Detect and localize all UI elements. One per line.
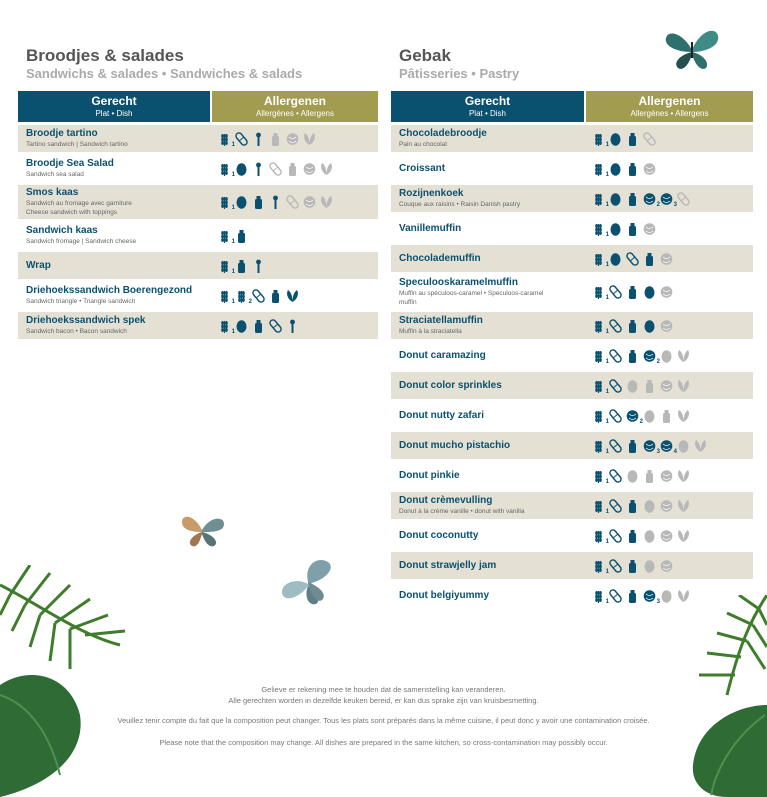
wheat-icon <box>592 222 609 238</box>
peanut-icon <box>609 409 622 423</box>
dish-description: Sandwich triangle • Triangle sandwich <box>26 298 136 305</box>
dish-name: Speculooskaramelmuffin <box>399 277 518 288</box>
dish-description: Donut à la crème vanille • donut with vanilla <box>399 508 525 515</box>
dish-name: Broodje tartino <box>26 128 98 139</box>
nut-icon <box>660 285 673 299</box>
allergen-icons <box>586 132 656 146</box>
footer-note-fr: Veuillez tenir compte du fait que la composition peut changer. Tous les plats sont préparés dans la même cuisine, il peut donc y avoir une contamination croisée. <box>117 716 650 725</box>
wheat-icon <box>218 289 235 305</box>
dish-cell <box>18 285 212 306</box>
allergen-subscript: 4 <box>673 448 677 455</box>
leaf-icon <box>677 469 690 483</box>
dish-name: Wrap <box>26 259 51 271</box>
peanut-icon <box>609 529 622 543</box>
milk-bottle-icon <box>626 222 639 236</box>
dish-cell <box>391 350 586 362</box>
allergen-subscript: 1 <box>231 205 235 211</box>
dish-name: Driehoekssandwich spek <box>26 315 146 326</box>
table-header <box>391 91 753 122</box>
footer-nl-line-2: Alle gerechten worden in dezelfde keuken bereid, er kan dus sprake zijn van kruisbesmetting. <box>228 696 539 705</box>
allergen-icons <box>586 349 690 363</box>
milk-bottle-icon <box>626 559 639 573</box>
section-subtitle: Pâtisseries • Pastry <box>399 66 520 81</box>
butterfly-icon <box>664 28 720 72</box>
footer-nl-line-1: Gelieve er rekening mee te houden dat de samenstelling kan veranderen. <box>261 685 506 694</box>
wheat-icon <box>592 349 609 365</box>
dish-cell <box>18 260 212 272</box>
wheat-icon <box>218 162 235 178</box>
wheat-icon <box>235 289 252 305</box>
dish-name: Driehoekssandwich Boerengezond <box>26 285 193 296</box>
dish-description: Sandwich bacon • Bacon sandwich <box>26 328 127 335</box>
allergen-icons <box>586 529 690 543</box>
dish-name: Broodje Sea Salad <box>26 158 114 169</box>
nut-icon <box>660 469 673 483</box>
wheat-icon <box>592 409 609 425</box>
footer-note-en: Please note that the composition may change. All dishes are prepared in the same kitchen, so cross-contamination may possibly occur. <box>159 738 608 747</box>
milk-bottle-icon <box>626 162 639 176</box>
peanut-icon <box>626 252 639 266</box>
allergen-subscript: 1 <box>605 538 609 545</box>
dish-description: Tartino sandwich | Sandwich tartino <box>26 141 128 148</box>
dish-header-label: Gerecht <box>464 94 511 108</box>
menu-row <box>391 462 753 489</box>
egg-icon <box>235 195 248 209</box>
wheat-icon <box>218 132 235 148</box>
dish-column-header <box>391 91 584 122</box>
dish-cell <box>391 590 586 602</box>
dish-cell <box>391 163 586 175</box>
milk-bottle-icon <box>626 349 639 363</box>
allergen-subscript: 1 <box>605 448 609 455</box>
wheat-icon <box>592 469 609 485</box>
allergen-icons <box>212 289 299 303</box>
dish-cell <box>391 253 586 265</box>
allergen-subscript: 1 <box>605 231 609 238</box>
menu-row <box>18 312 378 339</box>
wheat-icon <box>592 319 609 335</box>
wheat-icon <box>592 379 609 395</box>
menu-row <box>391 215 753 242</box>
dish-name: Chocoladebroodje <box>399 128 487 139</box>
dish-name: Donut caramazing <box>399 349 486 361</box>
egg-icon <box>660 589 673 603</box>
menu-row <box>391 552 753 579</box>
nut-icon <box>660 499 673 513</box>
allergen-subscript: 1 <box>231 238 235 245</box>
nut-icon <box>643 192 660 208</box>
dish-description: Pain au chocolat <box>399 141 448 148</box>
menu-row <box>391 372 753 399</box>
menu-row <box>391 245 753 272</box>
dish-name: Rozijnenkoek <box>399 188 464 199</box>
allergen-icons <box>212 132 316 146</box>
leaf-icon <box>303 132 316 146</box>
mustard-icon <box>269 195 282 209</box>
milk-bottle-icon <box>286 162 299 176</box>
milk-bottle-icon <box>252 319 265 333</box>
dish-name: Donut belgiyummy <box>399 589 490 601</box>
allergen-icons <box>586 469 690 483</box>
milk-bottle-icon <box>626 285 639 299</box>
milk-bottle-icon <box>252 195 265 209</box>
dish-cell <box>391 410 586 422</box>
dish-name: Straciatellamuffin <box>399 315 483 326</box>
wheat-icon <box>592 529 609 545</box>
egg-icon <box>643 499 656 513</box>
dish-cell <box>391 560 586 572</box>
dish-name: Donut color sprinkles <box>399 379 502 391</box>
leaf-icon <box>677 349 690 363</box>
dish-name: Vanillemuffin <box>399 222 462 234</box>
menu-row <box>18 185 378 219</box>
egg-icon <box>235 319 248 333</box>
milk-bottle-icon <box>643 379 656 393</box>
nut-icon <box>660 529 673 543</box>
milk-bottle-icon <box>235 259 248 273</box>
dish-name: Sandwich kaas <box>26 225 98 236</box>
milk-bottle-icon <box>626 132 639 146</box>
dish-description: Couque aux raisins • Raisin Danish pastry <box>399 201 521 208</box>
dish-description: Sandwich fromage | Sandwich cheese <box>26 238 137 245</box>
allergen-icons <box>586 559 673 573</box>
nut-icon <box>660 319 673 333</box>
peanut-icon <box>609 349 622 363</box>
dish-description: Sandwich sea salad <box>26 171 84 178</box>
allergen-icons <box>586 379 690 393</box>
nut-icon <box>643 162 656 176</box>
dish-cell <box>391 530 586 542</box>
allergen-subscript: 1 <box>605 328 609 335</box>
milk-bottle-icon <box>643 469 656 483</box>
section-title: Gebak <box>399 46 451 65</box>
footer-note-nl <box>0 684 767 706</box>
allergen-subscript: 1 <box>605 598 609 605</box>
allergen-subscript: 2 <box>639 418 643 425</box>
peanut-icon <box>609 439 622 453</box>
allergen-icons <box>586 222 656 236</box>
dish-name: Donut coconutty <box>399 529 479 541</box>
wheat-icon <box>592 192 609 208</box>
dish-name: Donut nutty zafari <box>399 409 484 421</box>
butterfly-icon <box>278 558 336 608</box>
menu-rows <box>391 125 753 609</box>
allergen-icons <box>212 162 333 176</box>
dish-column-header <box>18 91 210 122</box>
allergen-subscript: 1 <box>231 171 235 178</box>
egg-icon <box>609 162 622 176</box>
allergen-subscript: 1 <box>605 568 609 575</box>
nut-icon <box>286 132 299 146</box>
dish-cell <box>391 495 586 516</box>
allergen-icons <box>212 319 299 333</box>
dish-cell <box>391 315 586 336</box>
allergen-icons <box>586 252 673 266</box>
egg-icon <box>660 349 673 363</box>
section-title: Broodjes & salades <box>26 46 184 65</box>
leaf-icon <box>677 499 690 513</box>
milk-bottle-icon <box>269 289 282 303</box>
nut-icon <box>303 162 316 176</box>
nut-icon <box>660 559 673 573</box>
wheat-icon <box>592 132 609 148</box>
egg-icon <box>643 285 656 299</box>
wheat-icon <box>218 319 235 335</box>
wheat-icon <box>218 229 235 245</box>
nut-icon <box>643 589 660 605</box>
allergen-subscript: 1 <box>605 478 609 485</box>
wheat-icon <box>592 162 609 178</box>
allergen-subscript: 1 <box>231 328 235 335</box>
allergen-icons <box>212 259 265 273</box>
allergen-subscript: 1 <box>605 171 609 178</box>
allergen-header-sub: Allergènes • Allergens <box>256 109 334 118</box>
peanut-icon <box>609 379 622 393</box>
leaf-icon <box>694 439 707 453</box>
peanut-icon <box>269 319 282 333</box>
wheat-icon <box>592 499 609 515</box>
allergen-icons <box>586 319 673 333</box>
nut-icon <box>660 439 677 455</box>
table-header <box>18 91 378 122</box>
menu-row <box>391 402 753 429</box>
menu-row <box>18 125 378 152</box>
egg-icon <box>609 192 622 206</box>
menu-rows <box>18 125 378 339</box>
menu-row <box>18 282 378 309</box>
dish-cell <box>391 277 586 307</box>
mustard-icon <box>286 319 299 333</box>
wheat-icon <box>592 559 609 575</box>
allergen-icons <box>586 285 673 299</box>
dish-description: Muffin au spéculoos-caramel • Speculoos-caramel <box>399 290 544 297</box>
dish-cell <box>18 225 212 246</box>
leaf-icon <box>677 379 690 393</box>
allergen-header-sub: Allergènes • Allergens <box>630 109 709 118</box>
allergen-icons <box>586 589 690 603</box>
allergen-icons <box>212 229 248 243</box>
milk-bottle-icon <box>269 132 282 146</box>
allergen-subscript: 1 <box>605 201 609 208</box>
peanut-icon <box>269 162 282 176</box>
egg-icon <box>609 132 622 146</box>
dish-header-label: Gerecht <box>91 94 137 108</box>
wheat-icon <box>592 252 609 268</box>
menu-row <box>391 312 753 339</box>
milk-bottle-icon <box>660 409 673 423</box>
dish-description: muffin <box>399 299 417 306</box>
allergen-subscript: 1 <box>605 295 609 301</box>
egg-icon <box>643 319 656 333</box>
peanut-icon <box>609 589 622 603</box>
menu-row <box>18 222 378 249</box>
dish-name: Croissant <box>399 162 446 174</box>
milk-bottle-icon <box>626 439 639 453</box>
peanut-icon <box>609 469 622 483</box>
butterfly-icon <box>180 512 226 550</box>
dish-name: Donut crèmevulling <box>399 495 493 506</box>
leaf-icon <box>286 289 299 303</box>
allergen-subscript: 2 <box>248 298 252 305</box>
peanut-icon <box>609 319 622 333</box>
dish-cell <box>391 440 586 452</box>
allergen-subscript: 1 <box>231 268 235 275</box>
nut-icon <box>660 192 677 208</box>
section-subtitle: Sandwichs & salades • Sandwiches & salads <box>26 66 303 81</box>
egg-icon <box>235 162 248 176</box>
peanut-icon <box>252 289 265 303</box>
dish-cell <box>391 380 586 392</box>
pastry-section <box>391 46 753 609</box>
mustard-icon <box>252 132 265 146</box>
menu-row <box>391 432 753 459</box>
dish-header-sub: Plat • Dish <box>468 109 507 118</box>
milk-bottle-icon <box>626 499 639 513</box>
peanut-icon <box>643 132 656 146</box>
menu-row <box>391 125 753 152</box>
allergen-header-label: Allergenen <box>638 94 701 108</box>
mustard-icon <box>252 259 265 273</box>
egg-icon <box>609 222 622 236</box>
nut-icon <box>643 349 660 365</box>
palm-leaf-icon <box>0 565 140 797</box>
egg-icon <box>626 469 639 483</box>
milk-bottle-icon <box>235 229 248 243</box>
dish-name: Donut mucho pistachio <box>399 439 511 451</box>
menu-row <box>391 155 753 182</box>
dish-cell <box>391 223 586 235</box>
allergen-column-header <box>212 91 378 122</box>
wheat-icon <box>218 259 235 275</box>
dish-header-sub: Plat • Dish <box>95 109 133 118</box>
allergen-subscript: 1 <box>605 508 609 515</box>
dish-name: Chocolademuffin <box>399 252 481 264</box>
dish-cell <box>18 187 212 217</box>
peanut-icon <box>609 559 622 573</box>
dish-cell <box>391 470 586 482</box>
egg-icon <box>609 252 622 266</box>
nut-icon <box>660 379 673 393</box>
sandwiches-section <box>18 46 378 339</box>
dish-cell <box>18 128 212 149</box>
allergen-subscript: 1 <box>605 141 609 148</box>
dish-description: Muffin à la straciatella <box>399 328 462 335</box>
allergen-subscript: 3 <box>673 201 677 208</box>
egg-icon <box>643 529 656 543</box>
dish-description: Sandwich au fromage avec garniture <box>26 200 132 207</box>
wheat-icon <box>218 195 235 211</box>
allergen-icons <box>586 162 656 176</box>
wheat-icon <box>592 439 609 455</box>
wheat-icon <box>592 589 609 605</box>
allergen-subscript: 2 <box>656 201 660 208</box>
milk-bottle-icon <box>626 529 639 543</box>
peanut-icon <box>609 499 622 513</box>
nut-icon <box>303 195 316 209</box>
milk-bottle-icon <box>643 252 656 266</box>
allergen-subscript: 3 <box>656 448 660 455</box>
egg-icon <box>677 439 690 453</box>
allergen-subscript: 3 <box>656 598 660 605</box>
allergen-subscript: 1 <box>605 388 609 395</box>
dish-name: Donut strawjelly jam <box>399 559 497 571</box>
dish-name: Smos kaas <box>26 187 79 198</box>
allergen-subscript: 1 <box>605 358 609 365</box>
allergen-subscript: 1 <box>605 261 609 268</box>
milk-bottle-icon <box>626 192 639 206</box>
nut-icon <box>643 222 656 236</box>
milk-bottle-icon <box>626 319 639 333</box>
allergen-icons <box>586 439 707 453</box>
egg-icon <box>643 409 656 423</box>
peanut-icon <box>235 132 248 146</box>
mustard-icon <box>252 162 265 176</box>
leaf-icon <box>320 162 333 176</box>
allergen-icons <box>586 499 690 513</box>
menu-row <box>18 155 378 182</box>
peanut-icon <box>677 192 690 206</box>
leaf-icon <box>677 409 690 423</box>
leaf-icon <box>320 195 333 209</box>
peanut-icon <box>286 195 299 209</box>
menu-row <box>391 522 753 549</box>
dish-cell <box>18 315 212 336</box>
egg-icon <box>643 559 656 573</box>
menu-row <box>391 275 753 309</box>
nut-icon <box>660 252 673 266</box>
leaf-icon <box>677 529 690 543</box>
allergen-header-label: Allergenen <box>263 94 326 108</box>
dish-cell <box>391 188 586 209</box>
menu-row <box>391 342 753 369</box>
milk-bottle-icon <box>626 589 639 603</box>
allergen-subscript: 1 <box>231 298 235 305</box>
dish-name: Donut pinkie <box>399 469 460 481</box>
peanut-icon <box>609 285 622 299</box>
allergen-icons <box>586 409 690 423</box>
dish-description: Cheese sandwich with toppings <box>26 209 118 216</box>
allergen-icons <box>212 195 333 209</box>
nut-icon <box>626 409 643 425</box>
allergen-subscript: 1 <box>605 418 609 425</box>
menu-row <box>18 252 378 279</box>
menu-row <box>391 492 753 519</box>
allergen-subscript: 2 <box>656 358 660 365</box>
dish-cell <box>391 128 586 149</box>
allergen-column-header <box>586 91 753 122</box>
nut-icon <box>643 439 660 455</box>
allergen-icons <box>586 192 690 206</box>
wheat-icon <box>592 285 609 301</box>
allergen-subscript: 1 <box>231 141 235 148</box>
menu-row <box>391 185 753 212</box>
dish-cell <box>18 158 212 179</box>
egg-icon <box>626 379 639 393</box>
